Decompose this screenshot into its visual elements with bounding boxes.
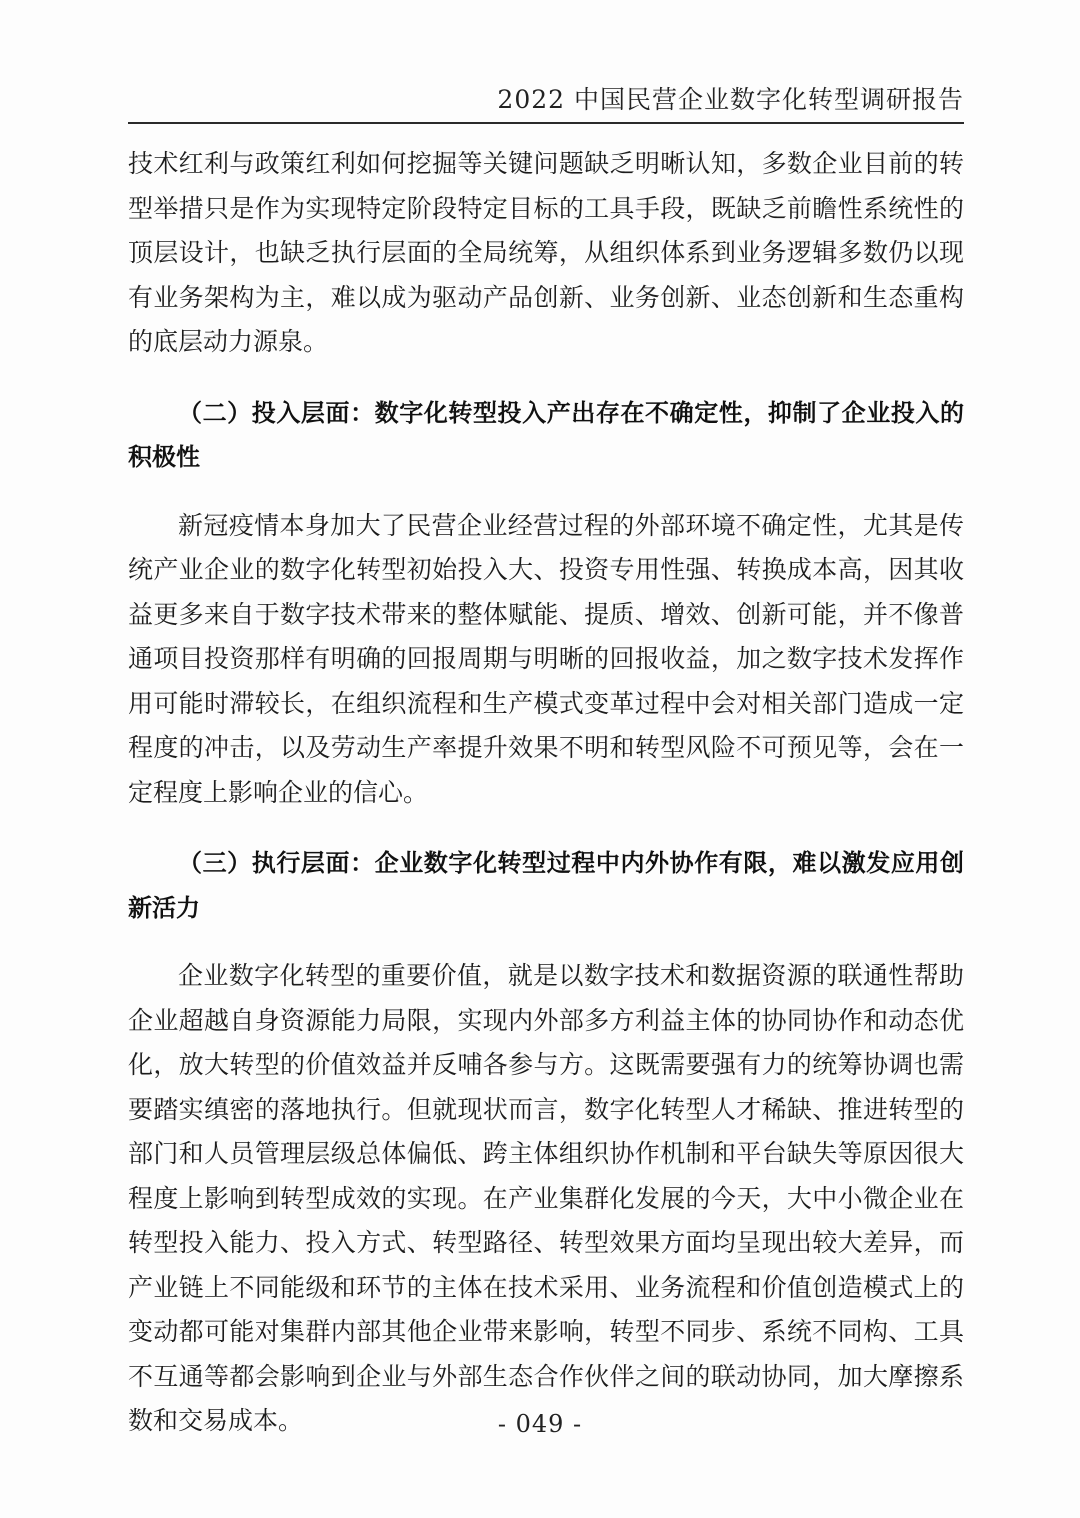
paragraph-continuation: 技术红利与政策红利如何挖掘等关键问题缺乏明晰认知，多数企业目前的转型举措只是作为实现特定阶段特定目标的工具手段，既缺乏前瞻性系统性的顶层设计，也缺乏执行层面的全局统筹，从组织体系到业务逻辑多数仍以现有业务架构为主，难以成为驱动产品创新、业务创新、业态创新和生态重构的底层动力源泉。: [128, 149, 964, 356]
paragraph-investment: 新冠疫情本身加大了民营企业经营过程的外部环境不确定性，尤其是传统产业企业的数字化转型初始投入大、投资专用性强、转换成本高，因其收益更多来自于数字技术带来的整体赋能、提质、增效、创新可能，并不像普通项目投资那样有明确的回报周期与明晰的回报收益，加之数字技术发挥作用可能时滞较长，在组织流程和生产模式变革过程中会对相关部门造成一定程度的冲击，以及劳动生产率提升效果不明和转型风险不可预见等，会在一定程度上影响企业的信心。: [128, 510, 964, 807]
running-header: [128, 76, 964, 124]
report-title: 2022 中国民营企业数字化转型调研报告: [497, 85, 964, 114]
page-body: [128, 142, 964, 1444]
page-number: - 049 -: [497, 1410, 583, 1438]
paragraph-execution: 企业数字化转型的重要价值，就是以数字技术和数据资源的联通性帮助企业超越自身资源能力局限，实现内外部多方利益主体的协同协作和动态优化，放大转型的价值效益并反哺各参与方。这既需要强有力的统筹协调也需要踏实缜密的落地执行。但就现状而言，数字化转型人才稀缺、推进转型的部门和人员管理层级总体偏低、跨主体组织协作机制和平台缺失等原因很大程度上影响到转型成效的实现。在产业集群化发展的今天，大中小微企业在转型投入能力、投入方式、转型路径、转型效果方面均呈现出较大差异，而产业链上不同能级和环节的主体在技术采用、业务流程和价值创造模式上的变动都可能对集群内部其他企业带来影响，转型不同步、系统不同构、工具不互通等都会影响到企业与外部生态合作伙伴之间的联动协同，加大摩擦系数和交易成本。: [128, 961, 964, 1435]
section-heading-2: （二）投入层面：数字化转型投入产出存在不确定性，抑制了企业投入的积极性: [128, 398, 964, 471]
section-heading-3: （三）执行层面：企业数字化转型过程中内外协作有限，难以激发应用创新活力: [128, 849, 964, 922]
